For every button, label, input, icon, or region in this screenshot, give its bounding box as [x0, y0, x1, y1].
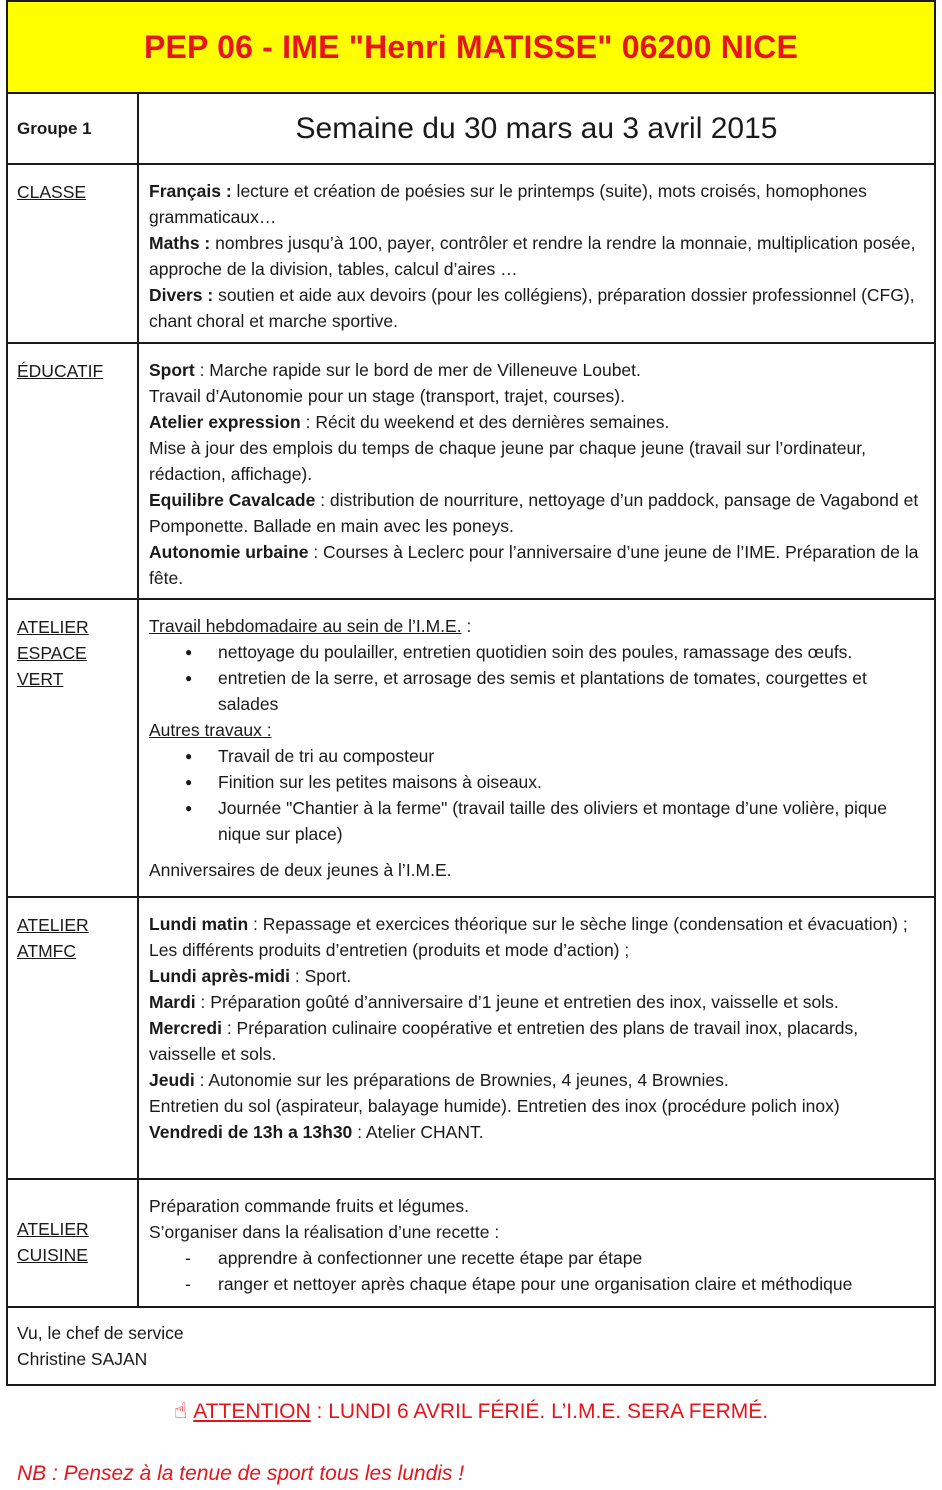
- section-content: [139, 898, 934, 1178]
- content-line: Sport : Marche rapide sur le bord de mer de Villeneuve Loubet.: [149, 360, 641, 380]
- section-label: CUISINE: [17, 1245, 88, 1265]
- section-label: ATELIER: [17, 915, 89, 935]
- content-line: Jeudi : Autonomie sur les préparations de Brownies, 4 jeunes, 4 Brownies.: [149, 1070, 729, 1090]
- schedule-sheet: [6, 0, 936, 1386]
- signature-name: Christine SAJAN: [17, 1349, 148, 1369]
- content-line: Lundi après-midi : Sport.: [149, 966, 352, 986]
- list-item: - apprendre à confectionner une recette étape par étape: [149, 1245, 926, 1271]
- content-line: Mise à jour des emplois du temps de chaque jeune par chaque jeune (travail sur l’ordinateur, rédaction, affichage).: [149, 438, 866, 484]
- content-line: Atelier expression : Récit du weekend et des dernières semaines.: [149, 412, 670, 432]
- content-line: Lundi matin : Repassage et exercices théorique sur le sèche linge (condensation et évacuation) ;: [149, 914, 908, 934]
- content-line: Les différents produits d’entretien (produits et mode d’action) ;: [149, 940, 630, 960]
- subheading: Autres travaux :: [149, 720, 272, 740]
- content-line: Préparation commande fruits et légumes.: [149, 1196, 470, 1216]
- section-label: ATELIER: [17, 1219, 89, 1239]
- section-content: [139, 344, 934, 598]
- section-educatif: [8, 344, 934, 600]
- signature-line: Vu, le chef de service: [17, 1323, 184, 1343]
- signature-block: [8, 1308, 934, 1384]
- list-item: ● Travail de tri au composteur: [149, 743, 926, 769]
- section-content: [139, 1180, 934, 1306]
- content-line: S’organiser dans la réalisation d’une recette :: [149, 1222, 500, 1242]
- pointing-hand-icon: ☝: [173, 1398, 188, 1423]
- section-content: [139, 165, 934, 342]
- content-line: Autonomie urbaine : Courses à Leclerc pour l’anniversaire d’une jeune de l’IME. Préparation de la fête.: [149, 542, 919, 588]
- header-row: [8, 94, 934, 165]
- week-title: Semaine du 30 mars au 3 avril 2015: [295, 111, 778, 145]
- section-cuisine: [8, 1180, 934, 1308]
- list-item: ● Finition sur les petites maisons à oiseaux.: [149, 769, 926, 795]
- section-label: CLASSE: [17, 182, 87, 202]
- list-item: ● entretien de la serre, et arrosage des semis et plantations de tomates, courgettes et salades: [149, 665, 926, 717]
- list-item: ● nettoyage du poulailler, entretien quotidien soin des poules, ramassage des œufs.: [149, 639, 926, 665]
- content-line: Français : lecture et création de poésies sur le printemps (suite), mots croisés, homophones grammaticaux…: [149, 181, 867, 227]
- page-title: PEP 06 - IME "Henri MATISSE" 06200 NICE: [8, 2, 934, 94]
- content-line: Travail d’Autonomie pour un stage (transport, trajet, courses).: [149, 386, 625, 406]
- section-label: ÉDUCATIF: [17, 361, 104, 381]
- section-classe: [8, 165, 934, 344]
- attention-notice: ☝ ATTENTION : LUNDI 6 AVRIL FÉRIÉ. L’I.M.E. SERA FERMÉ.: [173, 1398, 769, 1423]
- dash-list: [149, 1245, 926, 1297]
- group-label: Groupe 1: [8, 94, 139, 163]
- section-espace-vert: [8, 600, 934, 898]
- section-label: ATELIER: [17, 617, 89, 637]
- content-line: Vendredi de 13h a 13h30 : Atelier CHANT.: [149, 1122, 484, 1142]
- content-line: Maths : nombres jusqu’à 100, payer, contrôler et rendre la rendre la monnaie, multiplication posée, approche de la division, tables, calcul d’aires …: [149, 233, 916, 279]
- content-line: Mardi : Préparation goûté d’anniversaire d’1 jeune et entretien des inox, vaisselle et sols.: [149, 992, 839, 1012]
- subheading: Travail hebdomadaire au sein de l’I.M.E. :: [149, 616, 472, 636]
- content-line: Entretien du sol (aspirateur, balayage humide). Entretien des inox (procédure polich inox): [149, 1096, 840, 1116]
- list-item: ● Journée "Chantier à la ferme" (travail taille des oliviers et montage d’une volière, pique nique sur place): [149, 795, 926, 847]
- nb-note: NB : Pensez à la tenue de sport tous les lundis !: [17, 1462, 465, 1485]
- content-line: Divers : soutien et aide aux devoirs (pour les collégiens), préparation dossier professionnel (CFG), chant choral et marche sportive.: [149, 285, 915, 331]
- section-content: [139, 600, 934, 896]
- section-label: VERT: [17, 669, 64, 689]
- bullet-list: [149, 743, 926, 847]
- section-atmfc: [8, 898, 934, 1180]
- content-line: Anniversaires de deux jeunes à l’I.M.E.: [149, 860, 452, 880]
- list-item: - ranger et nettoyer après chaque étape pour une organisation claire et méthodique: [149, 1271, 926, 1297]
- bullet-list: [149, 639, 926, 717]
- content-line: Mercredi : Préparation culinaire coopérative et entretien des plans de travail inox, placards, vaisselle et sols.: [149, 1018, 859, 1064]
- section-label: ATMFC: [17, 941, 76, 961]
- content-line: Equilibre Cavalcade : distribution de nourriture, nettoyage d’un paddock, pansage de Vagabond et Pomponette. Ballade en main avec les poneys.: [149, 490, 919, 536]
- section-label: ESPACE: [17, 643, 87, 663]
